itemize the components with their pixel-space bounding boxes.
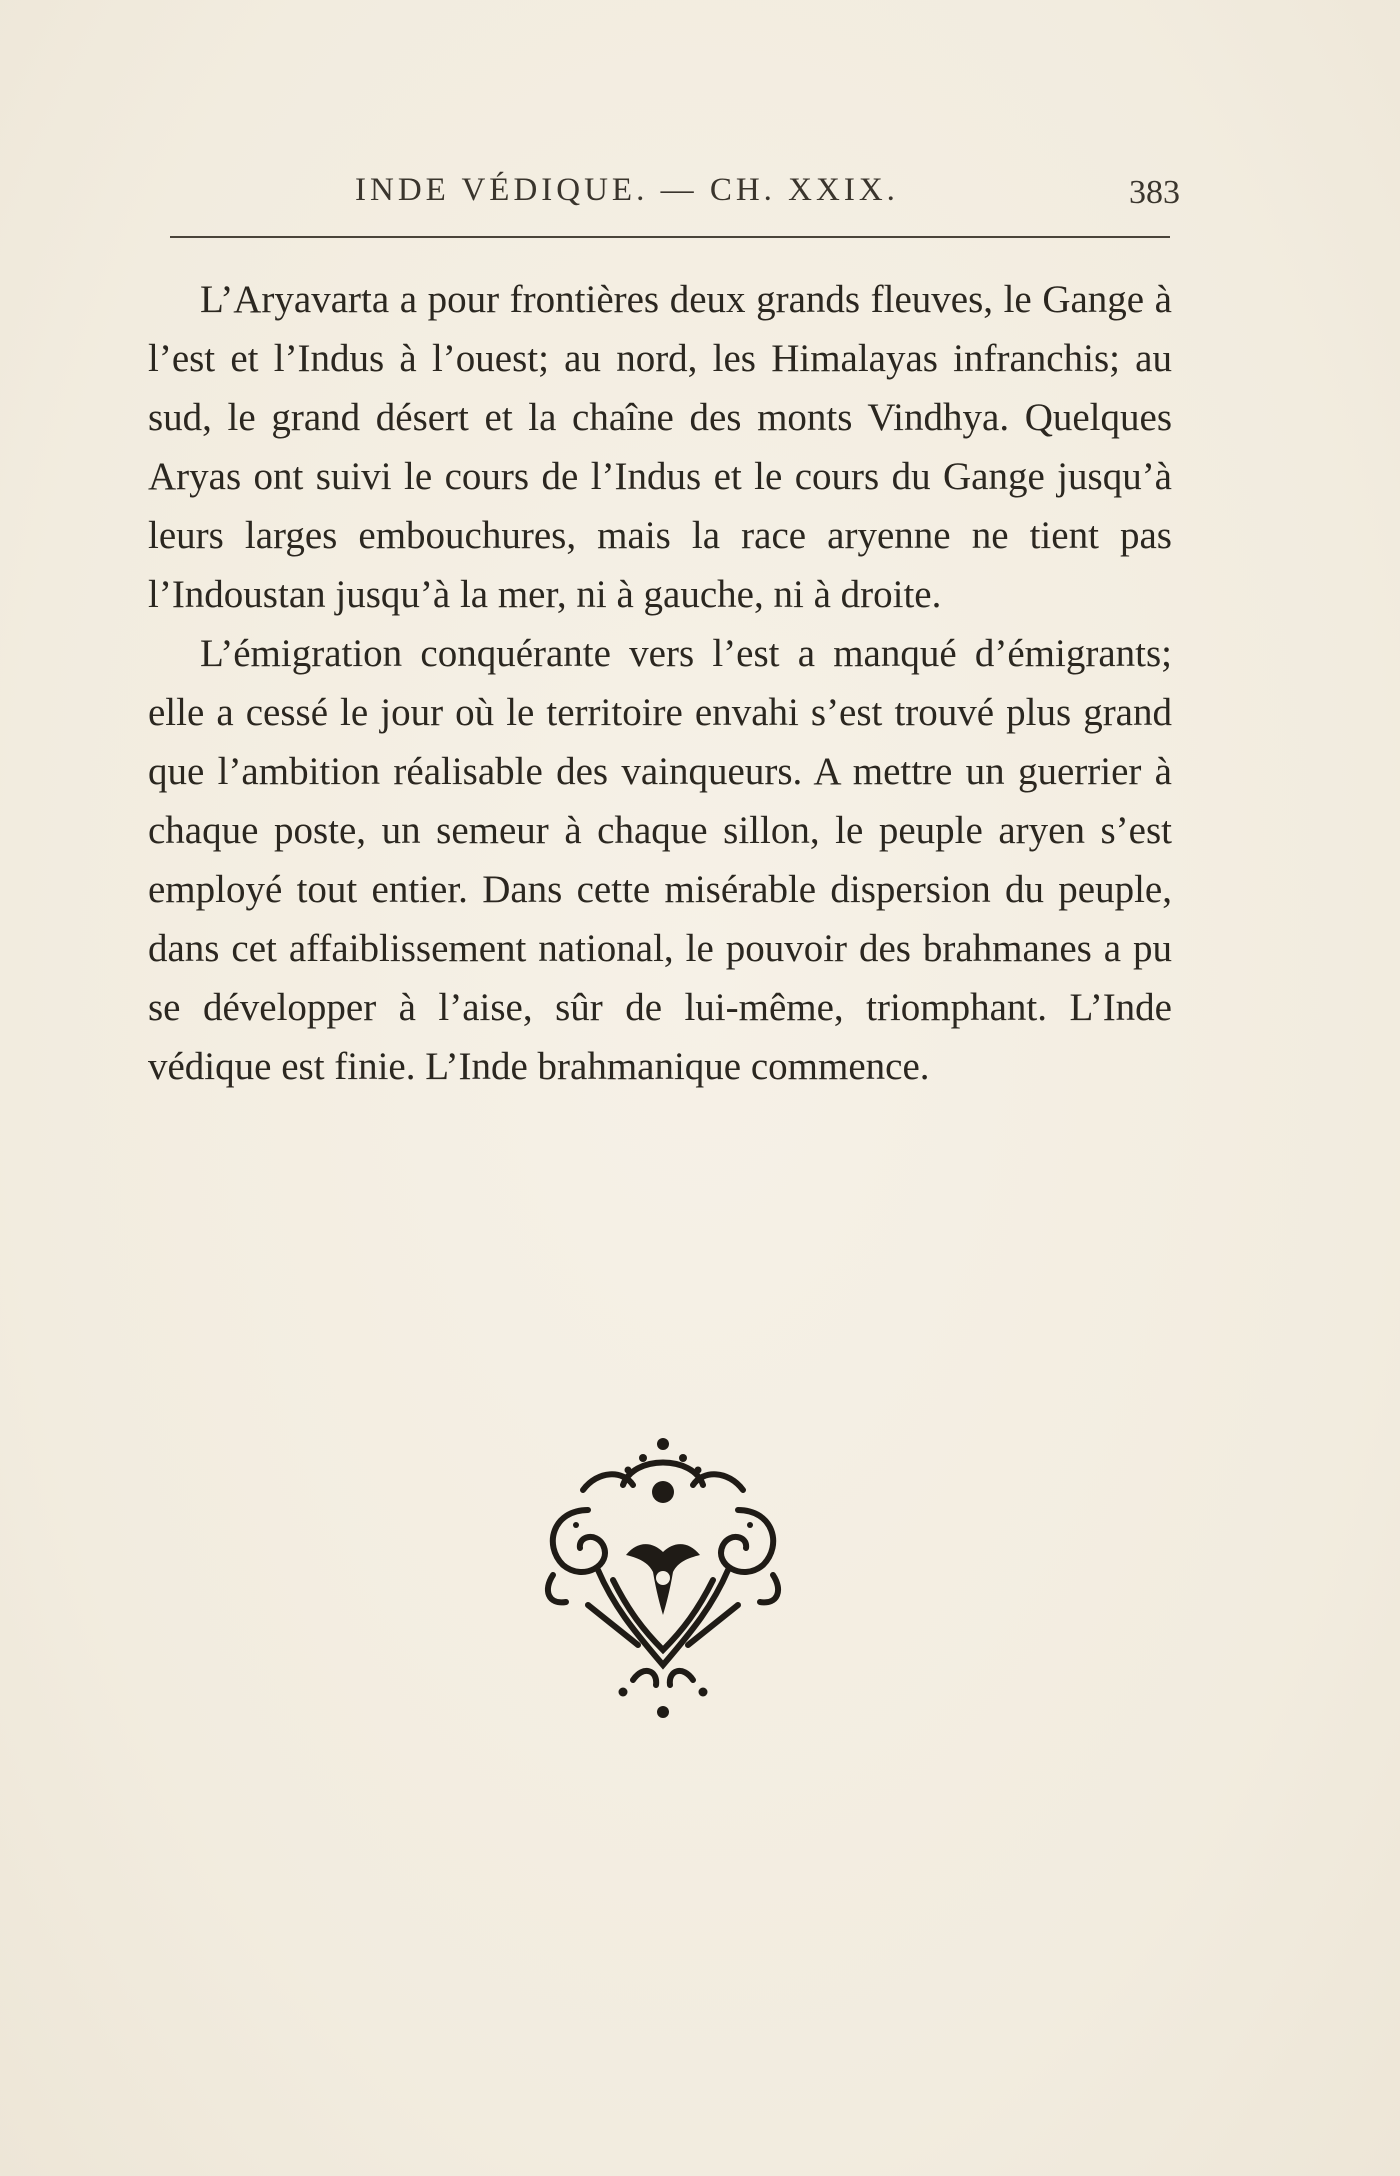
running-title: INDE VÉDIQUE. — CH. XXIX. [355,172,899,208]
paragraph: L’Aryavarta a pour frontières deux grands fleuves, le Gange à l’est et l’Indus à l’ouest; au nord, les Himalayas infranchis; au sud, le grand désert et la chaîne des monts Vindhya. Quelques Aryas ont suivi le cours de l’Indus et le cours du Gange jusqu’à leurs larges embouchures, mais la race aryenne ne tient pas l’Indoustan jusqu’à la mer, ni à gauche, ni à droite. [148,278,1172,616]
header-rule [170,236,1170,238]
fleuron-tailpiece-icon [528,1430,798,1720]
running-head [150,168,1180,218]
page-number: 383 [1129,174,1180,211]
body-text [148,270,1172,1096]
paragraph: L’émigration conquérante vers l’est a manqué d’émigrants; elle a cessé le jour où le territoire envahi s’est trouvé plus grand que l’ambition réalisable des vainqueurs. A mettre un guerrier à chaque poste, un semeur à chaque sillon, le peuple aryen s’est employé tout entier. Dans cette misérable dispersion du peuple, dans cet affaiblissement national, le pouvoir des brahmanes a pu se développer à l’aise, sûr de lui-même, triomphant. L’Inde védique est finie. L’Inde brahmanique commence. [148,632,1172,1088]
